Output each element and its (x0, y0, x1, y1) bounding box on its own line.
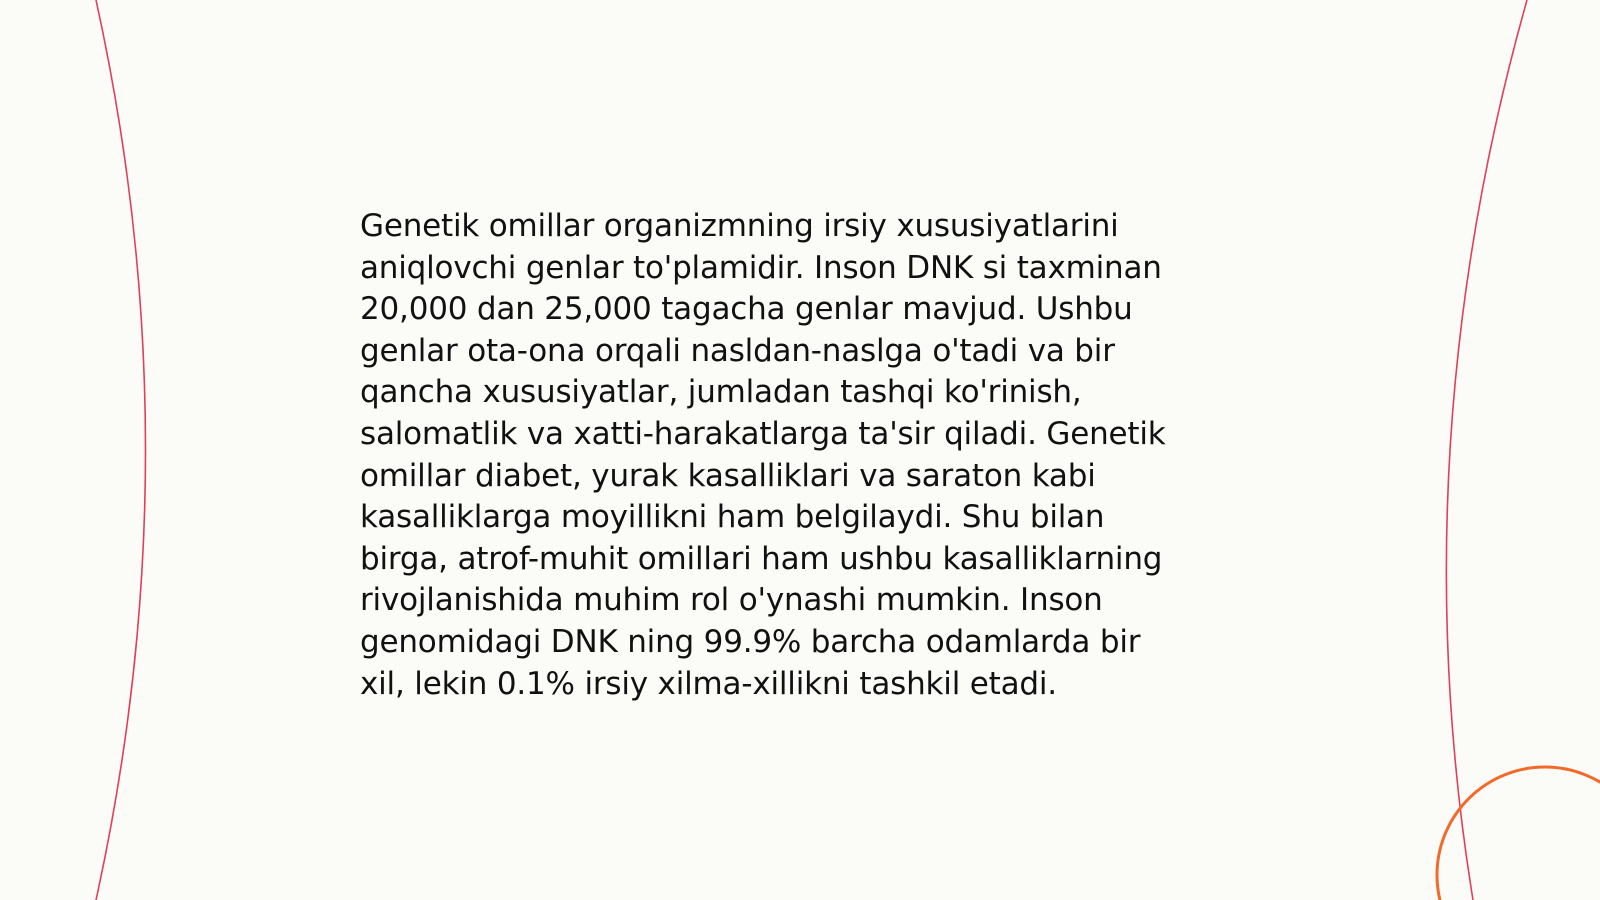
left-curve-line (96, 0, 146, 900)
orange-arc-shape (1437, 767, 1600, 900)
right-curve-line (1446, 0, 1527, 900)
body-paragraph: Genetik omillar organizmning irsiy xususiyatlarini aniqlovchi genlar to'plamidir. Inson DNK si taxminan 20,000 dan 25,000 tagacha genlar mavjud. Ushbu genlar ota-ona orqali nasldan-naslga o'tadi va bir qancha xususiyatlar, jumladan tashqi ko'rinish, salomatlik va xatti-harakatlarga ta'sir qiladi. Genetik omillar diabet, yurak kasalliklari va saraton kabi kasalliklarga moyillikni ham belgilaydi. Shu bilan birga, atrof-muhit omillari ham ushbu kasalliklarning rivojlanishida muhim rol o'ynashi mumkin. Inson genomidagi DNK ning 99.9% barcha odamlarda bir xil, lekin 0.1% irsiy xilma-xillikni tashkil etadi. (360, 208, 1166, 702)
